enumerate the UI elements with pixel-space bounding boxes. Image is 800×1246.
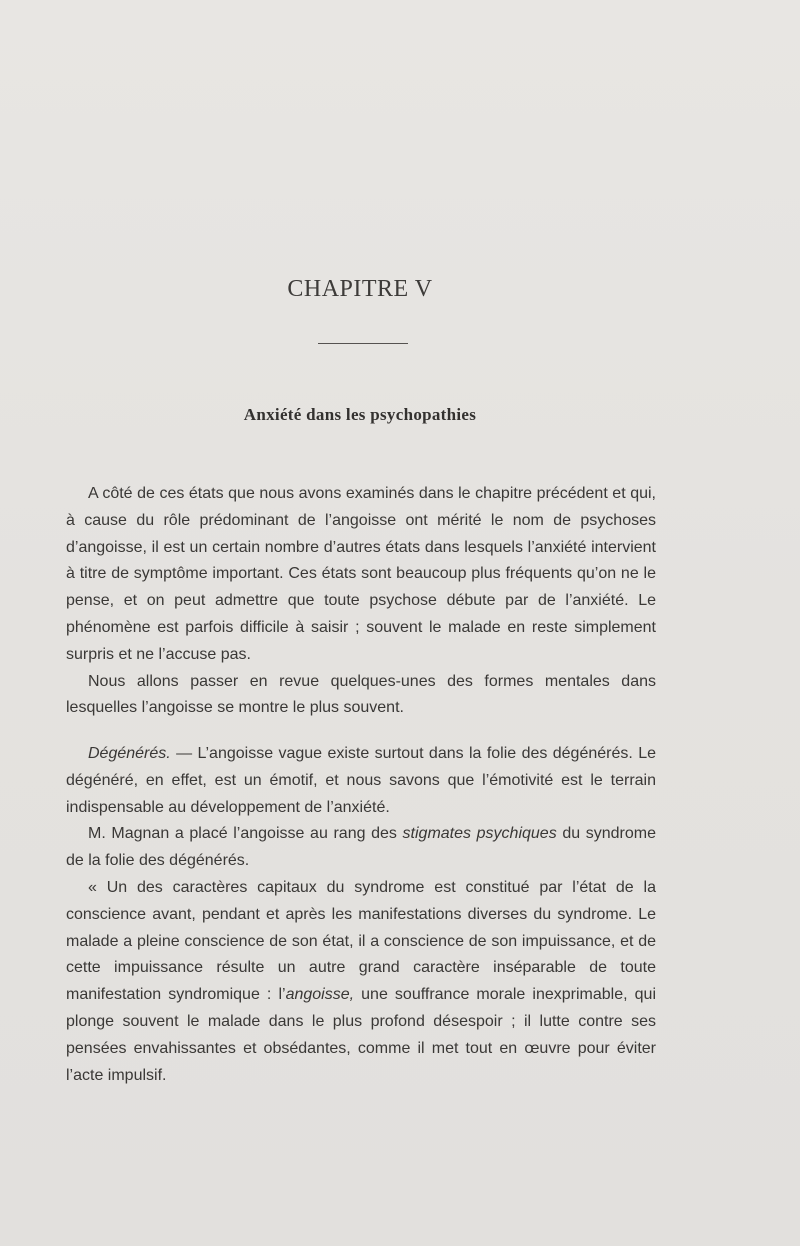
body-block-intro [66,481,656,722]
paragraph-magnan-start: M. Magnan a placé l’angoisse au rang des [88,825,403,843]
paragraph-magnan-end: du syndrome de la folie des dégénérés. [66,825,657,870]
paragraph-quote-italic: angoisse, [285,986,355,1004]
section-title: Anxiété dans les psychopathies [243,405,477,424]
paragraph-quote [66,875,656,1089]
paragraph-magnan [66,821,656,875]
paragraph-quote-end: une souffrance morale inexprimable, qui plonge souvent le malade dans le plus profond désespoir ; il lutte contre ses pensées envahissantes et obsédantes, comme il met tout en œuvre pour éviter l’acte impulsif. [66,986,656,1084]
paragraph-degeneres-label: Dégénérés. [88,745,171,762]
chapter-title: CHAPITRE V [287,276,433,302]
paragraph-intro: A côté de ces états que nous avons examinés dans le chapitre précédent et qui, à cause du rôle prédominant de l’angoisse ont mérité le nom de psychoses d’angoisse, il est un certain nombre d’autres états dans lesquels l’anxiété intervient à titre de symptôme important. Ces états sont beaucoup plus fréquents qu’on ne le pense, et on peut admettre que toute psychose débute par de l’anxiété. Le phénomène est parfois difficile à saisir ; souvent le malade en reste simplement surpris et ne l’accuse pas. [66,485,656,663]
paragraph-degeneres-text: — L’angoisse vague existe surtout dans la folie des dégénérés. Le dégénéré, en effet, est un émotif, et nous savons que l’émotivité est le terrain indispensable au développement de l’anxiété. [66,745,656,816]
paragraph-quote-start: « Un des caractères capitaux du syndrome est constitué par l’état de la conscience avant, pendant et après les manifestations diverses du syndrome. Le malade a pleine conscience de son état, il a conscience de son impuissance, et de cette impuissance résulte un autre grand caractère inséparable de toute manifestation syndromique : l’ [66,878,656,1004]
title-rule [318,343,408,344]
paragraph-overview: Nous allons passer en revue quelques-unes des formes mentales dans lesquelles l’angoisse se montre le plus souvent. [66,672,656,717]
paragraph-magnan-italic: stigmates psychiques [402,825,557,843]
paragraph-degeneres [66,741,656,821]
body-block-degeneres [66,741,656,1089]
